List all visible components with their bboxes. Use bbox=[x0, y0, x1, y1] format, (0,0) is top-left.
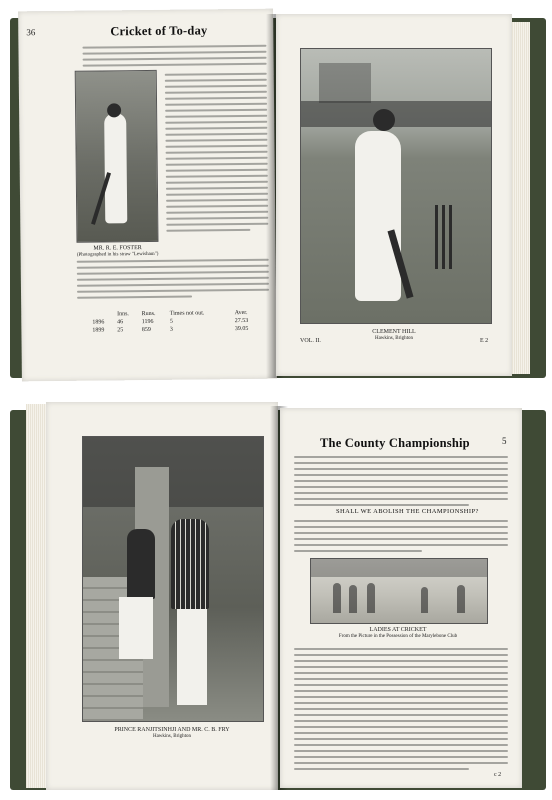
photo-caption bbox=[82, 726, 262, 741]
page-edges-right bbox=[510, 22, 530, 374]
batting-stats-table bbox=[91, 309, 261, 335]
caption-title: CLEMENT HILL bbox=[372, 329, 416, 335]
left-page bbox=[18, 9, 277, 382]
stat-header: Aver. bbox=[234, 309, 248, 317]
text-block-intro bbox=[294, 456, 508, 510]
text-block-lower bbox=[294, 648, 508, 774]
stat-header: Runs. bbox=[141, 310, 156, 318]
person-right-figure bbox=[171, 519, 209, 609]
inset-engraving-ladies-at-cricket bbox=[310, 558, 488, 624]
photo-caption bbox=[73, 244, 163, 260]
page-edges-left bbox=[26, 404, 48, 788]
foliage-background bbox=[83, 437, 263, 507]
page-number: 36 bbox=[26, 27, 36, 38]
right-page bbox=[280, 408, 522, 788]
running-title: Cricket of To-day bbox=[110, 23, 208, 39]
section-heading: SHALL WE ABOLISH THE CHAMPIONSHIP? bbox=[336, 508, 479, 515]
signature-mark: c 2 bbox=[494, 772, 502, 778]
photo-caption bbox=[354, 328, 434, 343]
caption-subtitle: Hawkins, Brighton bbox=[374, 336, 414, 342]
left-page bbox=[46, 402, 278, 790]
text-column-right bbox=[165, 73, 269, 236]
caption-subtitle: (Photographed in his straw "Lewisham") bbox=[76, 251, 159, 258]
running-title: The County Championship bbox=[320, 436, 470, 450]
text-column-top bbox=[82, 45, 266, 71]
background-trees bbox=[301, 101, 491, 127]
photo-clement-hill bbox=[300, 48, 492, 324]
photo-ranjitsinhji-and-fry bbox=[82, 436, 264, 722]
engraving-trees bbox=[311, 559, 487, 577]
caption-title: PRINCE RANJITSINHJI AND MR. C. B. FRY bbox=[114, 727, 230, 733]
table-row: 1899 25 859 3 39.05 bbox=[92, 325, 249, 334]
caption-subtitle: Hawkins, Brighton bbox=[152, 734, 192, 740]
bottom-book-spread bbox=[0, 396, 552, 800]
page-number: 5 bbox=[502, 436, 507, 446]
wicket-stumps bbox=[435, 205, 453, 269]
photo-player-portrait bbox=[75, 70, 159, 243]
signature-mark: E 2 bbox=[480, 338, 489, 344]
right-page bbox=[276, 14, 512, 376]
stat-header: Inns. bbox=[117, 311, 129, 318]
inset-caption bbox=[310, 626, 486, 641]
top-book-spread bbox=[0, 0, 552, 392]
caption-title: MR. R. E. FOSTER bbox=[93, 245, 142, 252]
batsman-figure bbox=[355, 131, 401, 301]
caption-subtitle: From the Picture in the Possession of the Marylebone Club bbox=[338, 634, 458, 640]
volume-label: VOL. II. bbox=[300, 338, 321, 344]
person-left-figure bbox=[127, 529, 155, 599]
table-row: 1896 46 1196 5 27.53 bbox=[92, 317, 249, 326]
text-column-bottom bbox=[77, 259, 269, 303]
stat-header: Times not out. bbox=[169, 310, 205, 317]
text-block-section bbox=[294, 520, 508, 556]
player-figure bbox=[104, 113, 127, 223]
caption-title: LADIES AT CRICKET bbox=[369, 627, 427, 633]
